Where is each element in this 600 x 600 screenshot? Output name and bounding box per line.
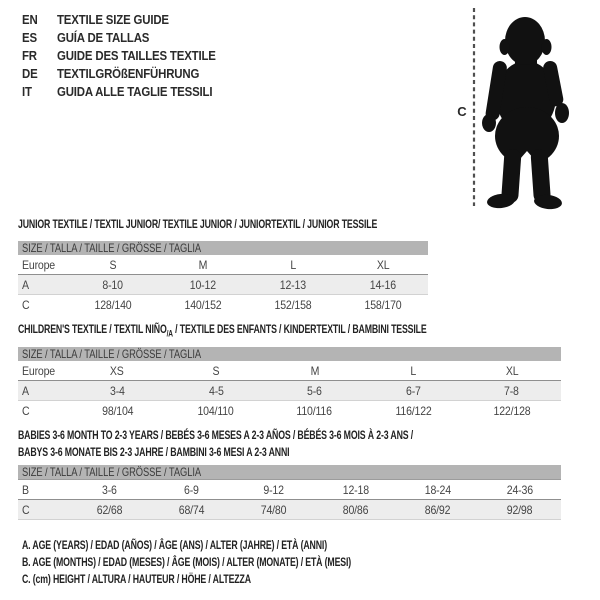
size-header-bar: SIZE / TALLA / TAILLE / GRÖSSE / TAGLIA [18,465,561,480]
size-cell: 98/104 [101,403,133,418]
row-label-cell: Europe [22,257,55,272]
size-cell: 3-4 [68,381,167,401]
junior-size-table [18,255,428,314]
size-cell: 18-24 [424,482,451,497]
language-row [22,83,237,101]
footnotes-block [22,536,473,587]
language-code: FR [22,48,37,63]
baby-silhouette-icon [482,17,569,210]
size-cell: S [212,363,220,378]
size-cell: 10-12 [158,275,248,295]
language-title-block [22,11,237,101]
junior-table-section [18,241,428,314]
size-cell: 12-13 [248,275,338,295]
size-cell: 4-5 [167,381,266,401]
size-cell: 140/152 [184,297,222,312]
size-cell: 7-8 [462,381,561,401]
language-row [22,29,237,47]
babies-table-title: BABIES 3-6 MONTH TO 2-3 YEARS / BEBÉS 3-6 MESES A 2-3 AÑOS / BÉBÉS 3-6 MOIS À 2-3 ANS / BABYS 3-6 MONATE BIS 2-3 JAHRE / BAMBINI 3-6 MESI A 2-3 ANNI [18,428,414,459]
row-label-cell: B [22,482,29,497]
language-code: EN [22,12,38,27]
row-label-cell: Europe [22,363,55,378]
size-cell: 8-10 [68,275,158,295]
language-row [22,47,237,65]
size-cell: XS [110,363,125,378]
table-row [18,480,561,500]
language-row [22,65,237,83]
row-label-cell: C [18,500,68,520]
table-row [18,295,428,315]
size-cell: S [109,257,117,272]
size-cell: 116/122 [394,403,432,418]
footnote-b: B. AGE (MONTHS) / EDAD (MESES) / ÂGE (MOIS) / ALTER (MONATE) / ETÀ (MESI) [22,555,352,569]
footnote-c: C. (cm) HEIGHT / ALTURA / HAUTEUR / HÖHE / ALTEZZA [22,572,251,586]
size-cell: 86/92 [397,500,479,520]
size-cell: 14-16 [338,275,428,295]
size-cell: 158/170 [364,297,402,312]
language-code: ES [22,30,37,45]
size-cell: 6-9 [183,482,199,497]
babies-table-section [18,465,561,520]
language-code: IT [22,84,32,99]
size-cell: 110/116 [296,403,333,418]
size-cell: 12-18 [342,482,369,497]
children-table-title: CHILDREN'S TEXTILE / TEXTIL $NIÑO_{/A}$ / TEXTILE DES ENFANTS / KINDERTEXTIL / BAMBINI TESSILE [18,322,427,339]
size-cell: L [410,363,416,378]
row-label-cell: A [18,275,68,295]
size-cell: 152/158 [274,297,312,312]
table-row [18,361,561,381]
size-cell: XL [376,257,390,272]
table-row [18,500,561,520]
language-code: DE [22,66,38,81]
table-row [18,381,561,401]
children-size-table [18,361,561,420]
height-measure-label: C [457,104,467,119]
table-row [18,275,428,295]
size-cell: 92/98 [479,500,561,520]
size-cell: 3-6 [101,482,117,497]
size-cell: XL [505,363,518,378]
size-cell: L [290,257,296,272]
guide-title-en: TEXTILE SIZE GUIDE [57,12,169,27]
size-cell: 104/110 [197,403,234,418]
footnote-a: A. AGE (YEARS) / EDAD (AÑOS) / ÂGE (ANS) / ALTER (JAHRE) / ETÀ (ANNI) [22,538,327,552]
size-cell: 5-6 [265,381,364,401]
size-cell: 24-36 [506,482,533,497]
junior-table-title: JUNIOR TEXTILE / TEXTIL JUNIOR/ TEXTILE JUNIOR / JUNIORTEXTIL / JUNIOR TESSILE [18,217,378,231]
height-figure [450,5,576,211]
table-row [18,255,428,275]
size-cell: 80/86 [314,500,396,520]
size-cell: 6-7 [364,381,463,401]
size-header-bar: SIZE / TALLA / TAILLE / GRÖSSE / TAGLIA [18,241,428,255]
size-cell: M [310,363,319,378]
size-cell: 122/128 [493,403,531,418]
size-cell: 74/80 [232,500,314,520]
guide-title-de: TEXTILGRÖßENFÜHRUNG [57,66,200,81]
guide-title-es: GUÍA DE TALLAS [57,30,150,45]
guide-title-fr: GUIDE DES TAILLES TEXTILE [57,48,216,63]
babies-size-table [18,480,561,520]
row-label-cell: C [22,403,30,418]
row-label-cell: A [18,381,68,401]
row-label-cell: C [22,297,30,312]
size-cell: 128/140 [94,297,132,312]
language-row [22,11,237,29]
children-table-section [18,347,561,420]
size-cell: 68/74 [150,500,232,520]
size-header-bar: SIZE / TALLA / TAILLE / GRÖSSE / TAGLIA [18,347,561,361]
size-cell: 9-12 [263,482,284,497]
size-cell: M [198,257,208,272]
guide-title-it: GUIDA ALLE TAGLIE TESSILI [57,84,213,99]
size-cell: 62/68 [68,500,150,520]
table-row [18,401,561,421]
